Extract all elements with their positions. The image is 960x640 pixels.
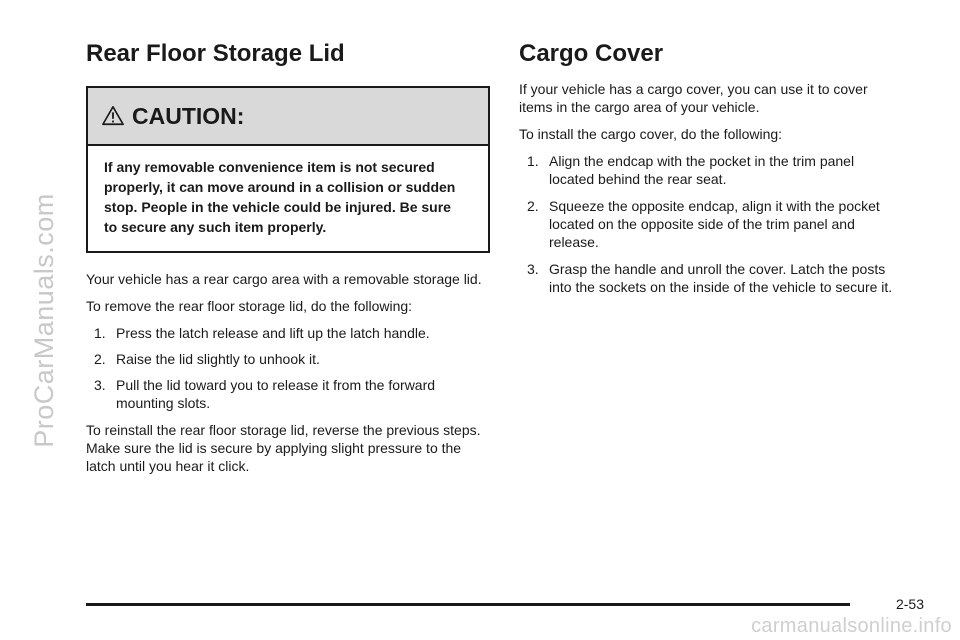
caution-box [86, 86, 490, 253]
list-item [519, 197, 899, 251]
left-steps-intro: To remove the rear floor storage lid, do the following: [86, 298, 413, 314]
list-item [86, 350, 490, 368]
list-item [86, 324, 490, 342]
step-number: 3. [94, 377, 106, 393]
left-outro-paragraph: To reinstall the rear floor storage lid, reverse the previous steps. Make sure the lid is secure by applying slight pressure to the latch until you hear it click. [86, 422, 481, 474]
list-item [86, 376, 490, 412]
section-title-rear-floor-storage-lid: Rear Floor Storage Lid [86, 40, 345, 67]
left-column [86, 40, 490, 484]
step-number: 1. [94, 325, 106, 341]
list-item [519, 152, 899, 188]
page-number: 2-53 [895, 596, 924, 612]
side-watermark-text: ProCarManuals.com [28, 192, 59, 448]
caution-title: CAUTION: [132, 102, 245, 129]
step-text: Raise the lid slightly to unhook it. [116, 351, 320, 367]
right-steps-list [519, 152, 899, 296]
step-number: 2. [527, 198, 539, 214]
left-intro-paragraph: Your vehicle has a rear cargo area with a removable storage lid. [86, 271, 482, 287]
right-steps-intro: To install the cargo cover, do the following: [519, 126, 783, 142]
list-item [519, 260, 899, 296]
step-text: Press the latch release and lift up the latch handle. [116, 325, 430, 341]
right-column [519, 40, 899, 305]
step-text: Grasp the handle and unroll the cover. Latch the posts into the sockets on the inside of the vehicle to secure it. [549, 261, 893, 295]
step-number: 1. [527, 153, 539, 169]
caution-triangle-icon [102, 105, 124, 127]
step-text: Squeeze the opposite endcap, align it with the pocket located on the opposite side of the trim panel and release. [549, 198, 880, 250]
step-text: Align the endcap with the pocket in the trim panel located behind the rear seat. [549, 153, 855, 187]
section-title-cargo-cover: Cargo Cover [519, 40, 664, 67]
caution-header [88, 88, 488, 146]
caution-body: If any removable convenience item is not secured properly, it can move around in a collision or sudden stop. People in the vehicle could be injured. Be sure to secure any such item properly. [104, 159, 456, 235]
footer-divider [86, 603, 850, 606]
step-text: Pull the lid toward you to release it from the forward mounting slots. [116, 377, 436, 411]
bottom-watermark: carmanualsonline.info [751, 615, 952, 637]
step-number: 3. [527, 261, 539, 277]
step-number: 2. [94, 351, 106, 367]
left-steps-list [86, 324, 490, 412]
right-intro-paragraph: If your vehicle has a cargo cover, you can use it to cover items in the cargo area of your vehicle. [519, 81, 868, 115]
side-watermark [22, 0, 66, 640]
